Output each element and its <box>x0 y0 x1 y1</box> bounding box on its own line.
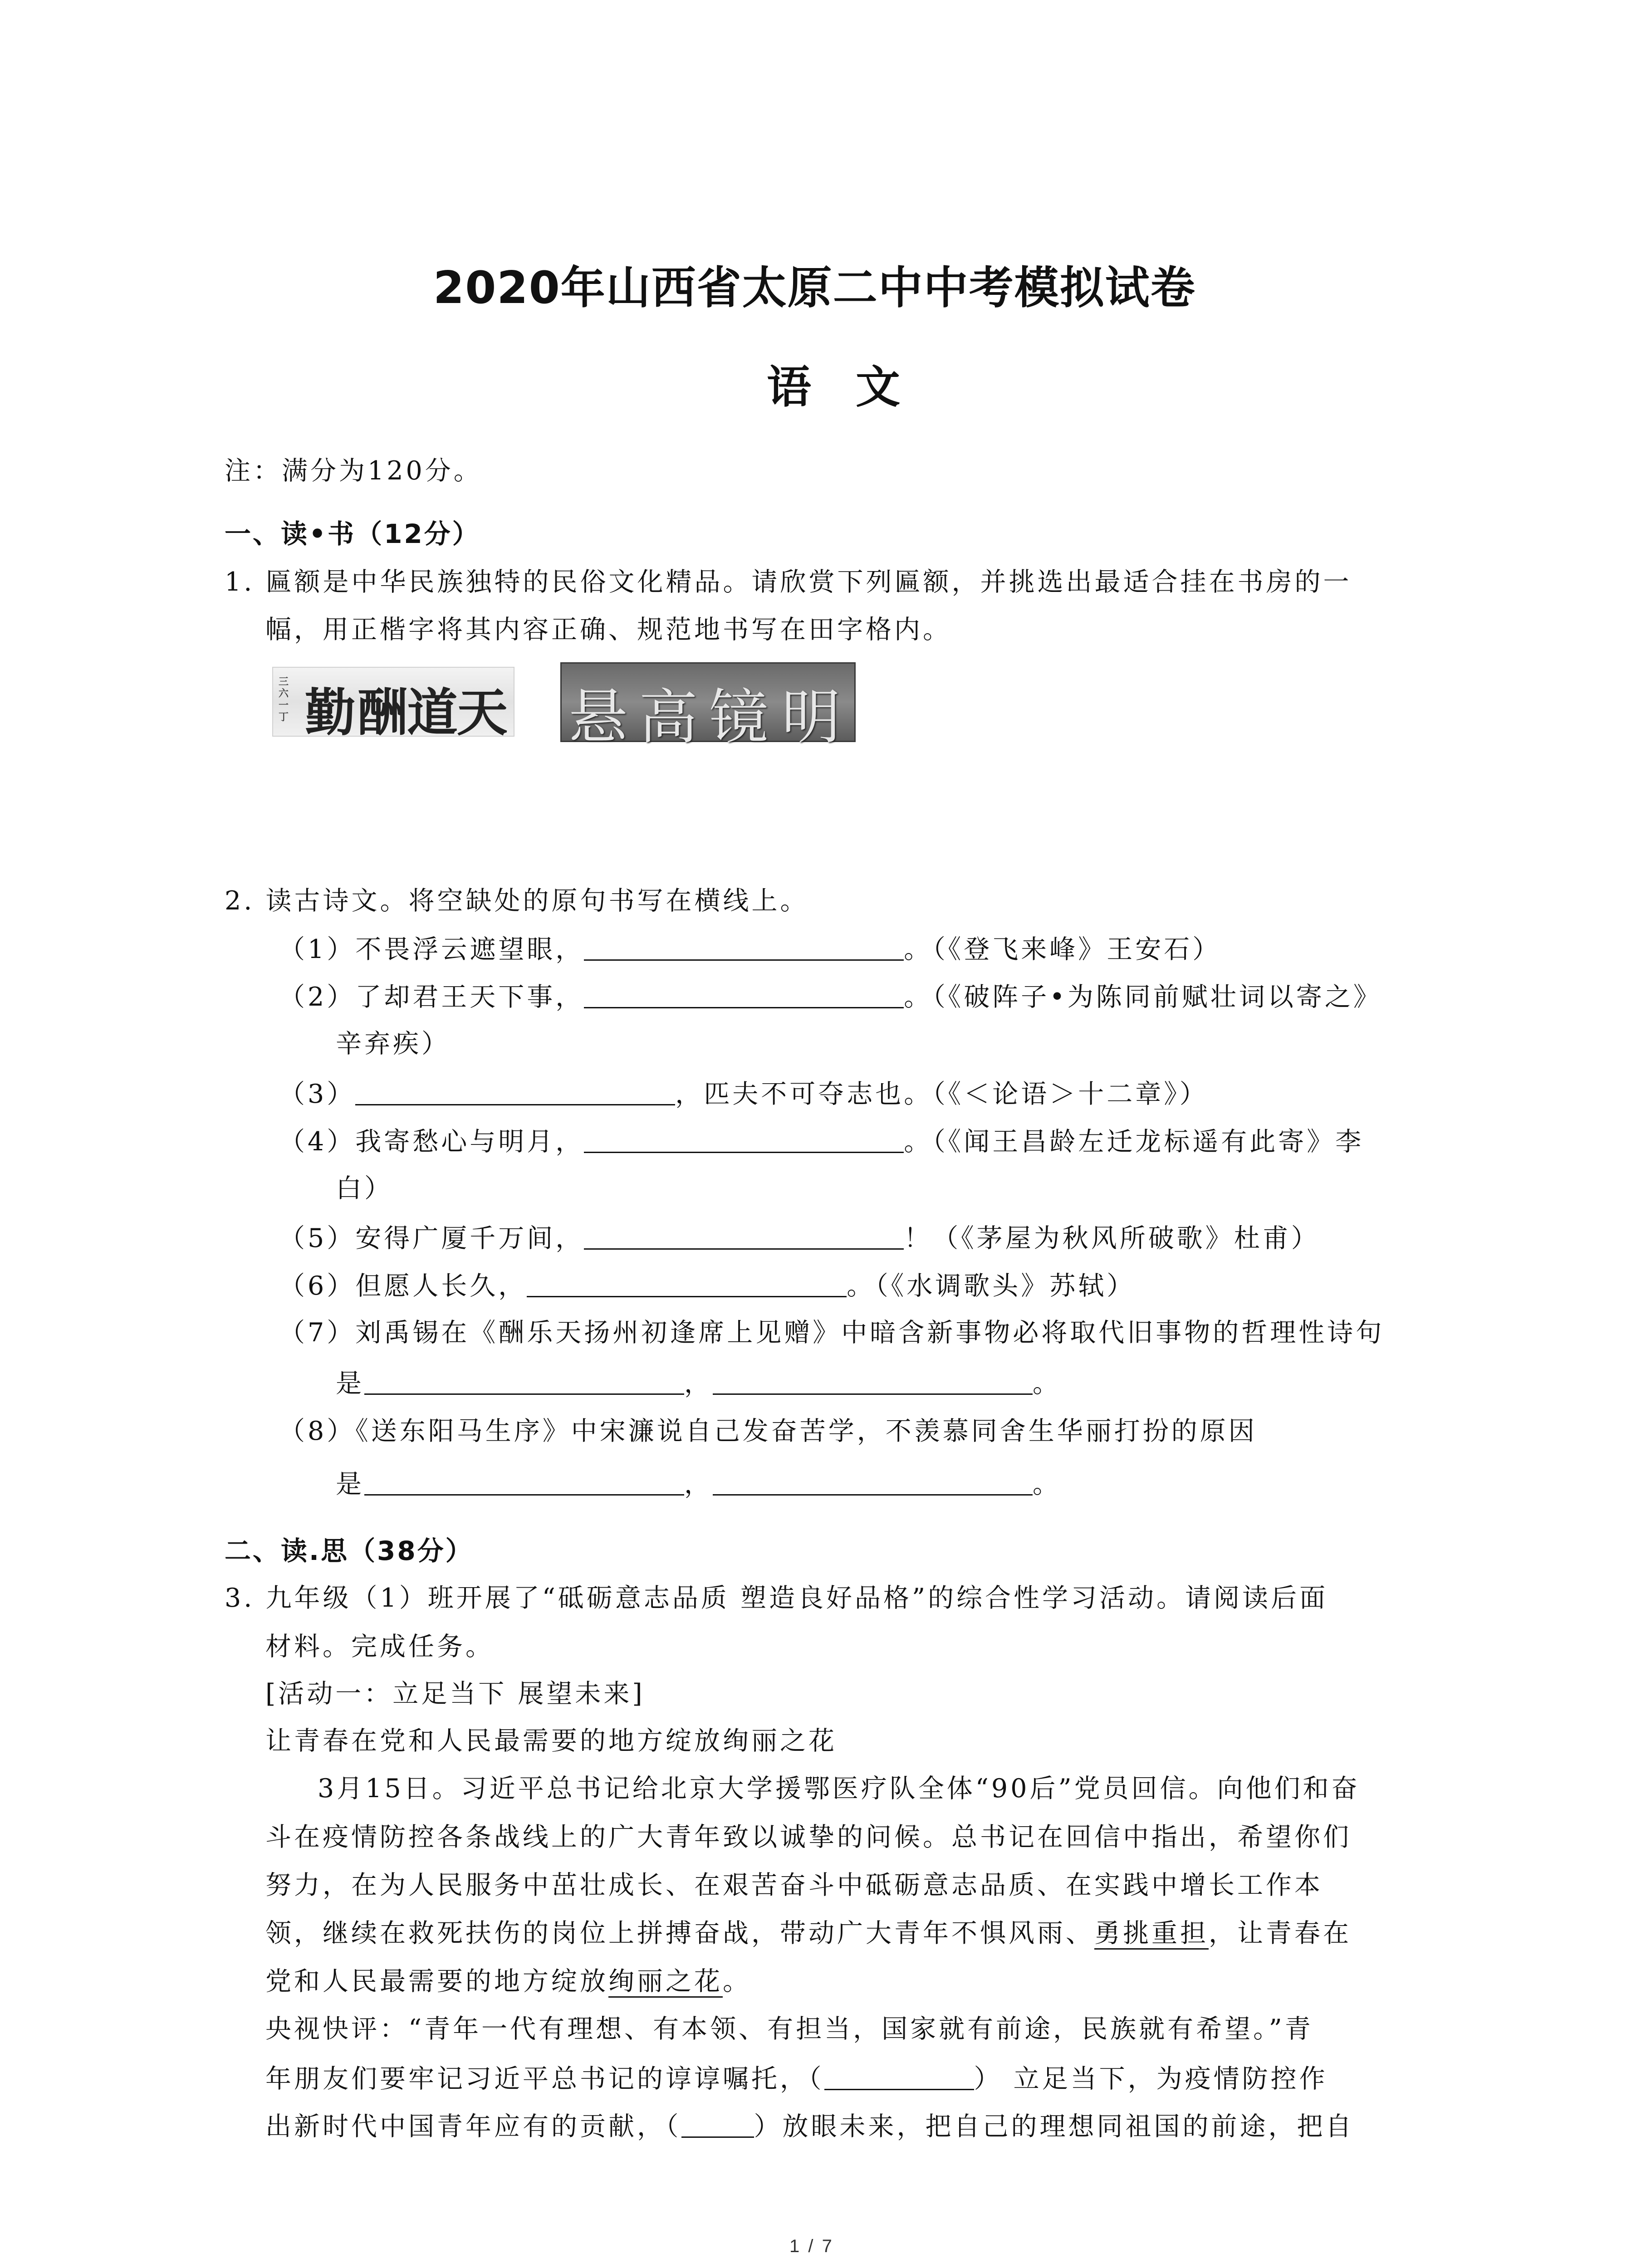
plaque-left-char: 道 <box>407 683 458 743</box>
question-text: 《送东阳马生序》中宋濂说自己发奋苦学，不羡慕同舍生华丽打扮的原因 <box>355 1416 1257 1446</box>
item-number: （5） <box>279 1223 356 1253</box>
item-number: （4） <box>279 1127 356 1157</box>
plaque-image-right <box>560 662 856 752</box>
article-line-3: 努力，在为人民服务中茁壮成长、在艰苦奋斗中砥砺意志品质、在实践中增长工作本 <box>265 1870 1323 1900</box>
answer-blank[interactable] <box>681 2113 754 2138</box>
article-line-4 <box>265 1918 1352 1948</box>
article-line-1: 3月15日。习近平总书记给北京大学援鄂医疗队全体“90后”党员回信。向他们和奋 <box>318 1774 1360 1804</box>
poem-line: 我寄愁心与明月， <box>355 1127 584 1157</box>
underlined-phrase: 勇挑重担 <box>1094 1918 1209 1950</box>
text-run: ）放眼未来，把自己的理想同祖国的前途，把自 <box>754 2112 1354 2141</box>
answer-blank[interactable] <box>364 1370 684 1395</box>
answer-blank[interactable] <box>364 1471 684 1496</box>
text-run: 年朋友们要牢记习近平总书记的谆谆嘱托，（ <box>265 2064 824 2094</box>
period: 。 <box>1033 1369 1061 1398</box>
text-run: 党和人民最需要的地方绽放 <box>265 1966 608 1996</box>
plaque-left-char: 酬 <box>357 683 408 743</box>
article-title: 让青春在党和人民最需要的地方绽放绚丽之花 <box>265 1726 837 1756</box>
q2-stem: 2. 读古诗文。将空缺处的原句书写在横线上。 <box>225 886 809 916</box>
subject-title: 语 文 <box>767 362 901 413</box>
text-run: 领，继续在救死扶伤的岗位上拼搏奋战，带动广大青年不惧风雨、 <box>265 1918 1094 1948</box>
q1-stem-line2: 幅，用正楷字将其内容正确、规范地书写在田字格内。 <box>265 615 951 645</box>
poem-source: 。（《登飞来峰》王安石） <box>904 934 1221 964</box>
poem-line: 安得广厦千万间， <box>355 1223 584 1253</box>
q2-item-4 <box>279 1128 1364 1155</box>
plaque-right-char: 悬 <box>568 683 628 752</box>
plaque-right-char: 高 <box>639 683 698 752</box>
text-run: 。 <box>723 1966 751 1996</box>
q2-item-4-cont: 白） <box>336 1173 393 1203</box>
poem-source: ，匹夫不可夺志也。（《＜论语＞十二章》） <box>675 1079 1208 1109</box>
q2-item-2 <box>279 983 1382 1010</box>
section-heading-1: 一、读•书（12分） <box>225 518 480 549</box>
comma: ， <box>684 1469 713 1499</box>
plaque-right-char: 明 <box>782 683 841 752</box>
q2-item-2-cont: 辛弃疾） <box>336 1029 450 1059</box>
text-run: 出新时代中国青年应有的贡献，（ <box>265 2112 681 2141</box>
q2-item-6 <box>279 1272 1135 1299</box>
section-heading-2: 二、读.思（38分） <box>225 1535 474 1566</box>
poem-source: 。（《水调歌头》苏轼） <box>847 1271 1136 1301</box>
poem-line: 但愿人长久， <box>355 1271 527 1301</box>
item-number: （8） <box>279 1416 356 1446</box>
q2-item-1 <box>279 936 1221 963</box>
underlined-phrase: 绚丽之花 <box>608 1966 723 1998</box>
poem-line: 不畏浮云遮望眼， <box>355 934 584 964</box>
article-line-6: 央视快评：“青年一代有理想、有本领、有担当，国家就有前途，民族就有希望。”青 <box>265 2014 1313 2044</box>
poem-source: 。（《闻王昌龄左迁龙标遥有此寄》李 <box>904 1127 1364 1157</box>
item-number: （2） <box>279 982 356 1012</box>
answer-lead: 是 <box>336 1369 364 1398</box>
article-line-2: 斗在疫情防控各条战线上的广大青年致以诚挚的问候。总书记在回信中指出，希望你们 <box>265 1822 1352 1852</box>
poem-line: 了却君王天下事， <box>355 982 584 1012</box>
poem-source: ！（《茅屋为秋风所破歌》杜甫） <box>904 1223 1320 1253</box>
article-line-8 <box>265 2113 1354 2140</box>
answer-blank[interactable] <box>584 1225 904 1250</box>
plaque-seal-text: 三六一丁 <box>279 676 289 723</box>
q2-item-5 <box>279 1225 1320 1251</box>
answer-blank[interactable] <box>584 936 904 961</box>
score-note: 注：满分为120分。 <box>225 456 482 486</box>
answer-blank[interactable] <box>713 1471 1033 1496</box>
item-number: （1） <box>279 934 356 964</box>
article-line-5 <box>265 1966 751 1996</box>
comma: ， <box>684 1369 713 1398</box>
q3-stem-line1: 3. 九年级（1）班开展了“砥砺意志品质 塑造良好品格”的综合性学习活动。请阅读后面 <box>225 1583 1328 1613</box>
period: 。 <box>1033 1469 1061 1499</box>
activity-heading: [活动一：立足当下 展望未来] <box>265 1679 645 1709</box>
item-number: （6） <box>279 1271 356 1301</box>
answer-blank[interactable] <box>584 1128 904 1153</box>
q3-stem-line2: 材料。完成任务。 <box>265 1632 494 1662</box>
plaque-right-char: 镜 <box>709 683 769 752</box>
q2-item-8-answer <box>336 1471 1061 1497</box>
q2-item-7-answer <box>336 1370 1061 1397</box>
answer-lead: 是 <box>336 1469 364 1499</box>
answer-blank[interactable] <box>584 983 904 1008</box>
answer-blank[interactable] <box>355 1080 675 1105</box>
item-number: （3） <box>279 1079 356 1109</box>
answer-blank[interactable] <box>527 1272 847 1297</box>
text-run: ，让青春在 <box>1209 1918 1352 1948</box>
page-number: 1 / 7 <box>789 2236 834 2256</box>
answer-blank[interactable] <box>824 2065 974 2090</box>
q2-item-8 <box>279 1418 1257 1444</box>
q1-stem-line1: 1. 匾额是中华民族独特的民俗文化精品。请欣赏下列匾额，并挑选出最适合挂在书房的一 <box>225 567 1352 597</box>
plaque-left-char: 勤 <box>305 683 356 743</box>
exam-title: 2020年山西省太原二中中考模拟试卷 <box>433 262 1196 314</box>
q2-item-3 <box>279 1080 1208 1107</box>
answer-blank[interactable] <box>713 1370 1033 1395</box>
text-run: ） 立足当下，为疫情防控作 <box>974 2064 1328 2094</box>
article-line-7 <box>265 2065 1328 2092</box>
plaque-left-char: 天 <box>457 683 508 743</box>
item-number: （7） <box>279 1318 356 1348</box>
q2-item-7 <box>279 1320 1384 1346</box>
poem-source: 。（《破阵子•为陈同前赋壮词以寄之》 <box>904 982 1382 1012</box>
plaque-image-left <box>272 667 514 743</box>
question-text: 刘禹锡在《酬乐天扬州初逢席上见赠》中暗含新事物必将取代旧事物的哲理性诗句 <box>355 1318 1385 1348</box>
